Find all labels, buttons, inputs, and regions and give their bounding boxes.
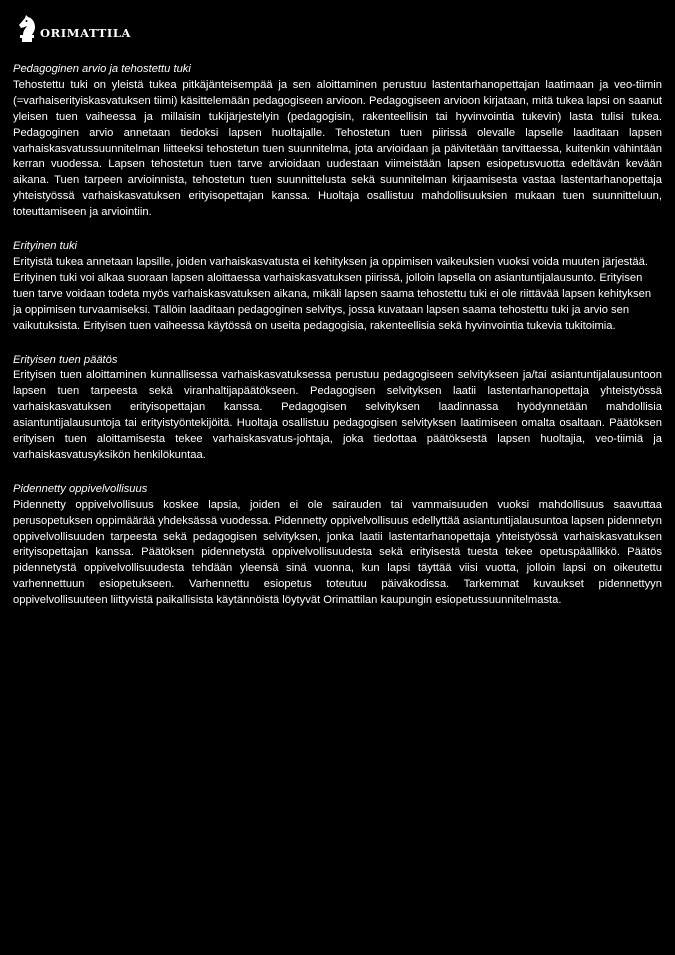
section-heading: Pedagoginen arvio ja tehostettu tuki [13, 63, 191, 75]
document-body [13, 62, 662, 609]
section-heading: Pidennetty oppivelvollisuus [13, 482, 148, 495]
orimattila-logo [16, 10, 131, 44]
section-heading: Erityisen tuen päätös [13, 353, 118, 366]
section-special-support [13, 239, 662, 334]
section-extended-compulsory-education [13, 482, 662, 609]
section-paragraph: Pidennetty oppivelvollisuus koskee lapsia, joiden ei ole sairauden tai vammaisuuden vuoksi mahdollisuus saavuttaa perusopetuksen oppimäärää yhdeksässä vuodessa. Pidennetty oppivelvollisuus edellyttää asiantuntijalausuntoa lapsen pidennetyn oppivelvollisuuden tarpeesta sekä pedagogisen selvityksen, jonka laatii lastentarhanopettaja yhteistyössä varhaiskasvatuksen erityisopettajan kanssa. Päätöksen pidennetystä oppivelvollisuudesta sekä erityisestä tuesta tekee opetuspäällikkö. Päätös pidennetystä oppivelvollisuudesta tehdään yleensä sinä vuonna, kun lapsi täyttää viisi vuotta, jolloin lapsi on oikeutettu varhennettuun esiopetukseen. Varhennettu esiopetus toteutuu päiväkodissa. Tarkemmat kuvaukset pidennettyyn oppivelvollisuuteen liittyvistä paikallisista käytännöistä löytyvät Orimattilan kaupungin esiopetussuunnitelmasta. [13, 498, 662, 607]
section-paragraph: Tehostettu tuki on yleistä tukea pitkäjänteisempää ja sen aloittaminen perustuu lastentarhanopettajan laatimaan ja veo-tiimin (=varhaiserityiskasvatuksen tiimi) käsittelemään pedagogiseen arvioon. Pedagogiseen arvioon kirjataan, mitä tukea lapsi on saanut yleisen tuen vaiheessa ja millaisin tukijärjestelyin (pedagogisin, rakenteellisin tai hyvinvointia tukevin) lasta tulisi tukea. Pedagoginen arvio annetaan tiedoksi lapsen huoltajalle. Tehostetun tuen piirissä olevalle lapselle laaditaan lapsen varhaiskasvatussuunnitelman liitteeksi tehostetun tuen suunnitelma, jota arvioidaan ja päivitetään tarvittaessa, kuitenkin vähintään kerran vuodessa. Lapsen tehostetun tuen tarve arvioidaan uudestaan viimeistään lapsen esiopetusvuotta edeltävän kevään aikana. Tuen tarpeen arvioinnista, tehostetun tuen suunnittelusta sekä suunnitelman kirjaamisesta vastaa lastentarhanopettaja yhteistyössä varhaiskasvatuksen erityisopettajan kanssa. Huoltaja osallistuu mahdollisuuksien mukaan tuen suunnitteluun, toteuttamiseen ja arviointiin. [13, 78, 662, 219]
section-pedagogical-assessment [13, 62, 662, 221]
section-paragraph: Erityistä tukea annetaan lapsille, joiden varhaiskasvatusta ei kehityksen ja oppimisen vaikeuksien vuoksi voida muuten järjestää. Erityinen tuki voi alkaa suoraan lapsen aloittaessa varhaiskasvatuksen piirissä, jolloin lapsella on asiantuntijalausunto. Erityisen tuen tarve voidaan todeta myös varhaiskasvatuksen aikana, mikäli lapsen saama tehostettu tuki ei ole riittävää lapsen kehityksen ja oppimisen turvaamiseksi. Tällöin laaditaan pedagoginen selvitys, jossa kuvataan lapsen saama tehostettu tuki ja arvio sen vaikutuksista. Erityisen tuen vaiheessa käytössä on useita pedagogisia, rakenteellisia sekä hyvinvointia tukevia tukitoimia. [13, 255, 652, 332]
section-special-support-decision [13, 353, 662, 464]
section-paragraph: Erityisen tuen aloittaminen kunnallisessa varhaiskasvatuksessa perustuu pedagogiseen selvitykseen ja/tai asiantuntijalausuntoon lapsen tuen tarpeesta sekä viranhaltijapäätökseen. Pedagogisen selvityksen laatii lastentarhanopettaja yhteistyössä varhaiskasvatuksen erityisopettajan kanssa. Pedagogisen selvityksen laadinnassa hyödynnetään mahdollisia asiantuntijalausuntoja tai erityistyöntekijöitä. Huoltaja osallistuu pedagogisen selvityksen laatimiseen omalta osaltaan. Päätöksen erityisen tuen aloittamisesta tekee varhaiskasvatus-johtaja, joka tiedottaa päätöksestä lapsen huoltajia, veo-tiimiä ja varhaiskasvatusyksikön henkilökuntaa. [13, 369, 662, 461]
section-heading: Erityinen tuki [13, 240, 78, 253]
logo-text: ORIMATTILA [40, 26, 132, 40]
knight-chess-piece-icon [16, 14, 38, 44]
